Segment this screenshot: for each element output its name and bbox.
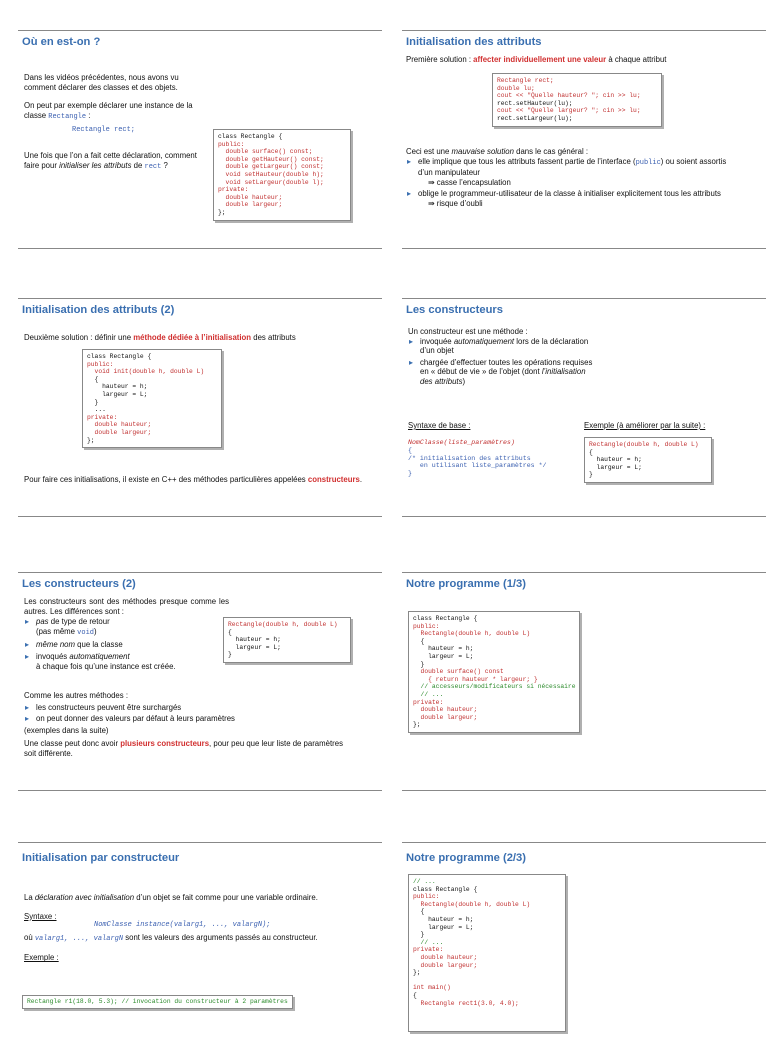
bullet-list	[24, 617, 229, 671]
text: initialiser les attributs	[59, 160, 132, 170]
code-line: {	[413, 637, 425, 645]
example-label: Exemple :	[24, 953, 59, 963]
code-line: }	[589, 471, 593, 479]
code-line: private:	[218, 186, 249, 194]
slide-4	[402, 298, 766, 517]
slide-text	[24, 691, 354, 759]
text: , pour peu que leur liste de paramètres soit différente.	[24, 739, 343, 758]
inline-code: void	[77, 628, 94, 637]
code-line: private:	[87, 413, 118, 421]
text: déclaration avec initialisation	[34, 893, 135, 902]
code-line: double surface() const	[413, 668, 504, 676]
code-line: hauteur = h;	[589, 456, 642, 464]
code-line: // ...	[413, 690, 444, 698]
code-line: Rectangle rect;	[497, 77, 554, 84]
divider	[402, 516, 766, 517]
paragraph	[24, 101, 204, 122]
code-line: hauteur = h;	[413, 915, 474, 923]
arrow-icon: ⇛	[428, 198, 435, 208]
code-line: {	[408, 446, 412, 454]
code-line: Rectangle(double h, double L)	[228, 621, 338, 628]
text: automatiquement	[69, 651, 130, 661]
slide-3	[18, 298, 382, 517]
slide-title: Où en est-on ?	[22, 36, 101, 48]
code-line: class Rectangle {	[218, 133, 283, 140]
code-line: double largeur;	[413, 961, 478, 969]
text: (pas même	[36, 626, 78, 636]
text: .	[359, 475, 363, 484]
highlight-text: affecter individuellement une valeur	[473, 55, 607, 64]
code-line: Rectangle rect1(3.0, 4.0);	[413, 999, 519, 1007]
code-line: public:	[218, 140, 245, 148]
text: On peut par exemple déclarer une instance de la classe	[24, 101, 193, 120]
divider	[18, 516, 382, 517]
slide-text	[408, 327, 593, 389]
slide-2	[402, 30, 766, 249]
text: sont les valeurs des arguments passés au constructeur.	[123, 932, 318, 942]
code-line: void setLargeur(double l);	[218, 178, 324, 186]
code-line: private:	[413, 946, 444, 954]
text: )	[462, 376, 466, 386]
slide-title: Notre programme (2/3)	[406, 852, 526, 864]
list-item	[24, 640, 229, 650]
text: invoqués	[36, 651, 70, 661]
code-block	[492, 73, 662, 127]
code-line: cout << "Quelle hauteur? "; cin >> lu;	[497, 92, 641, 100]
text: elle implique que tous les attributs fassent partie de l’interface (	[418, 156, 636, 166]
code-line: }	[413, 660, 425, 668]
bullet-list	[24, 703, 354, 724]
code-line: };	[413, 721, 421, 729]
code-line: largeur = L;	[87, 390, 148, 398]
slide-8	[402, 842, 766, 1061]
list-item	[24, 652, 229, 671]
list-item: ▸ les constructeurs peuvent être surchargés	[24, 703, 354, 713]
code-line: {	[228, 628, 232, 636]
code-line: class Rectangle {	[413, 615, 478, 622]
paragraph	[24, 151, 204, 172]
slide-subtitle	[24, 333, 380, 343]
code-line: hauteur = h;	[413, 645, 474, 653]
code-line: };	[218, 208, 226, 216]
text: à chaque attribut	[606, 55, 667, 64]
text: )	[93, 626, 97, 636]
code-line: largeur = L;	[228, 643, 281, 651]
syntax-label: Syntaxe :	[24, 911, 57, 921]
slide-1	[18, 30, 382, 249]
syntax-code	[408, 439, 547, 478]
text: Deuxième solution : définir une	[24, 333, 134, 342]
text: l’initialisation des attributs	[420, 367, 586, 386]
code-line: cout << "Quelle largeur? "; cin >> lu;	[497, 107, 641, 115]
code-line: // ...	[413, 878, 436, 885]
code-line: double hauteur;	[413, 953, 478, 961]
inline-code: rect	[144, 162, 162, 171]
paragraph	[24, 933, 364, 945]
paragraph: Les constructeurs sont des méthodes presque comme les autres. Les différences sont :	[24, 597, 229, 616]
code-line: void init(double h, double L)	[87, 368, 205, 376]
code-line: Rectangle(double h, double L)	[413, 900, 531, 908]
text: de	[131, 160, 145, 170]
text: Pour faire ces initialisations, il existe en C++ des méthodes particulières appelées	[24, 475, 308, 484]
code-line: double largeur;	[218, 201, 283, 209]
code-line: ...	[87, 406, 106, 414]
slide-title: Initialisation par constructeur	[22, 852, 180, 864]
code-line: largeur = L;	[589, 463, 642, 471]
code-line: }	[408, 470, 412, 478]
slide-text	[24, 475, 364, 485]
slide-title: Les constructeurs (2)	[22, 578, 136, 590]
code-line: double largeur;	[87, 428, 152, 436]
code-line: public:	[413, 893, 440, 901]
text: chargée d’effectuer toutes les opérations requises en « début de vie » de l’objet (dont	[420, 357, 593, 377]
code-line: /* initialisation des attributs	[408, 454, 531, 462]
text: Une classe peut donc avoir	[24, 739, 121, 749]
code-line: // ...	[413, 938, 444, 946]
bullet-list	[406, 157, 736, 209]
text: mauvaise solution	[451, 147, 514, 156]
highlight-text: plusieurs constructeurs	[120, 739, 210, 749]
code-block	[584, 437, 712, 483]
text: où	[24, 932, 35, 942]
code-block	[408, 874, 566, 1032]
code-line: class Rectangle {	[413, 885, 478, 893]
slide-6	[402, 572, 766, 791]
text: même nom	[36, 640, 75, 650]
text: ?	[161, 160, 168, 170]
sub-point	[418, 178, 511, 187]
text: invoquée	[420, 336, 454, 346]
code-line: rect.setLargeur(lu);	[497, 114, 573, 122]
paragraph	[406, 147, 736, 157]
code-block	[213, 129, 351, 221]
list-item	[408, 358, 593, 387]
code-line: {	[589, 448, 593, 456]
code-line: }	[413, 931, 425, 939]
text: Une fois que l’on a fait cette déclaration, comment faire pour	[24, 150, 197, 170]
code-line: private:	[413, 698, 444, 706]
inline-code: Rectangle	[48, 112, 87, 121]
code-block	[408, 611, 580, 733]
paragraph	[24, 893, 364, 903]
text: à chaque fois qu’une instance est créée.	[36, 661, 176, 671]
code-line: double getLargeur() const;	[218, 163, 324, 171]
text: pas	[36, 617, 49, 627]
list-item	[24, 617, 229, 638]
slide-text	[24, 73, 204, 172]
text: de type de retour	[48, 617, 110, 627]
slide-text	[24, 597, 229, 673]
code-line: public:	[413, 622, 440, 630]
paragraph: (exemples dans la suite)	[24, 725, 109, 735]
slide-7	[18, 842, 382, 1061]
code-line: double getHauteur() const;	[218, 155, 324, 163]
code-line: double hauteur;	[87, 421, 152, 429]
code-line: Rectangle(double h, double L)	[413, 630, 531, 638]
text: La	[24, 893, 35, 902]
code-line: double lu;	[497, 84, 535, 92]
code-line: NomClasse(liste_paramètres)	[408, 439, 515, 446]
code-line: hauteur = h;	[87, 383, 148, 391]
code-line: largeur = L;	[413, 923, 474, 931]
code-line: double largeur;	[413, 713, 478, 721]
paragraph: Comme les autres méthodes :	[24, 691, 129, 700]
list-item: ▸ on peut donner des valeurs par défaut à leurs paramètres	[24, 714, 354, 724]
code-line: }	[228, 651, 232, 659]
code-line: }	[87, 398, 99, 406]
sub-point	[418, 199, 483, 208]
highlight-text: méthode dédiée à l’initialisation	[133, 333, 252, 342]
code-line: double hauteur;	[413, 706, 478, 714]
text: ) ou soient assortis d’un manipulateur	[418, 156, 727, 178]
paragraph	[24, 739, 354, 758]
slide-title: Notre programme (1/3)	[406, 578, 526, 590]
code-line: {	[413, 908, 425, 916]
code-block	[82, 349, 222, 448]
slide-title: Les constructeurs	[406, 304, 503, 316]
code-line: Rectangle r1(18.0, 5.3); // invocation du constructeur à 2 paramètres	[27, 998, 288, 1005]
inline-code: valarg1, ..., valargN	[34, 934, 124, 943]
code-line: void setHauteur(double h);	[218, 170, 324, 178]
slide-5	[18, 572, 382, 791]
bullet-list	[408, 337, 593, 387]
arrow-icon: ⇛	[428, 177, 435, 187]
list-item	[408, 337, 593, 356]
code-line: { return hauteur * largeur; }	[413, 675, 538, 683]
slide-title: Initialisation des attributs	[406, 36, 542, 48]
text: oblige le programmeur-utilisateur de la classe à initialiser explicitement tous les attributs	[418, 189, 721, 199]
code-line: double surface() const;	[218, 148, 313, 156]
text: dans le cas général :	[513, 147, 589, 156]
code-line: };	[413, 969, 421, 977]
example-label: Exemple (à améliorer par la suite) :	[584, 421, 706, 430]
text: risque d’oubli	[436, 198, 483, 208]
code-line: {	[87, 375, 99, 383]
code-line: Rectangle(double h, double L)	[589, 441, 699, 448]
text: automatiquement	[453, 336, 515, 346]
code-line: hauteur = h;	[228, 636, 281, 644]
text: que la classe	[75, 640, 123, 650]
text: casse l’encapsulation	[436, 177, 511, 187]
list-item	[406, 189, 736, 208]
text: :	[86, 110, 91, 120]
text: d’un objet se fait comme pour une variable ordinaire.	[134, 893, 318, 902]
declaration-code: Rectangle rect;	[72, 126, 136, 135]
syntax-code: NomClasse instance(valarg1, ..., valargN);	[94, 921, 271, 930]
text: Ceci est une	[406, 147, 452, 156]
divider	[18, 248, 382, 249]
inline-code: public	[635, 158, 661, 167]
code-line: double hauteur;	[218, 193, 283, 201]
slide-text	[406, 147, 736, 211]
code-line: rect.setHauteur(lu);	[497, 99, 573, 107]
paragraph: Dans les vidéos précédentes, nous avons vu comment déclarer des classes et des objets.	[24, 73, 179, 92]
highlight-text: constructeurs	[307, 475, 360, 484]
divider	[402, 790, 766, 791]
code-line: largeur = L;	[413, 652, 474, 660]
code-line: // accesseurs/modificateurs si nécessaire	[413, 683, 576, 691]
code-line: {	[413, 991, 417, 999]
divider	[402, 248, 766, 249]
code-line: class Rectangle {	[87, 353, 152, 360]
slide-title: Initialisation des attributs (2)	[22, 304, 175, 316]
code-line: en utilisant liste_paramètres */	[408, 462, 547, 470]
slide-text	[24, 893, 364, 963]
syntax-label: Syntaxe de base :	[408, 421, 471, 430]
text: lors de la déclaration d’un objet	[420, 336, 589, 356]
paragraph: Un constructeur est une méthode :	[408, 327, 528, 336]
text: des attributs	[251, 333, 296, 342]
code-line: };	[87, 436, 95, 444]
list-item	[406, 157, 736, 188]
code-line: int main()	[413, 984, 451, 992]
code-block	[223, 617, 351, 663]
divider	[18, 790, 382, 791]
code-block	[22, 995, 293, 1009]
code-line: public:	[87, 360, 114, 368]
slide-subtitle	[406, 55, 762, 65]
text: Première solution :	[406, 55, 474, 64]
